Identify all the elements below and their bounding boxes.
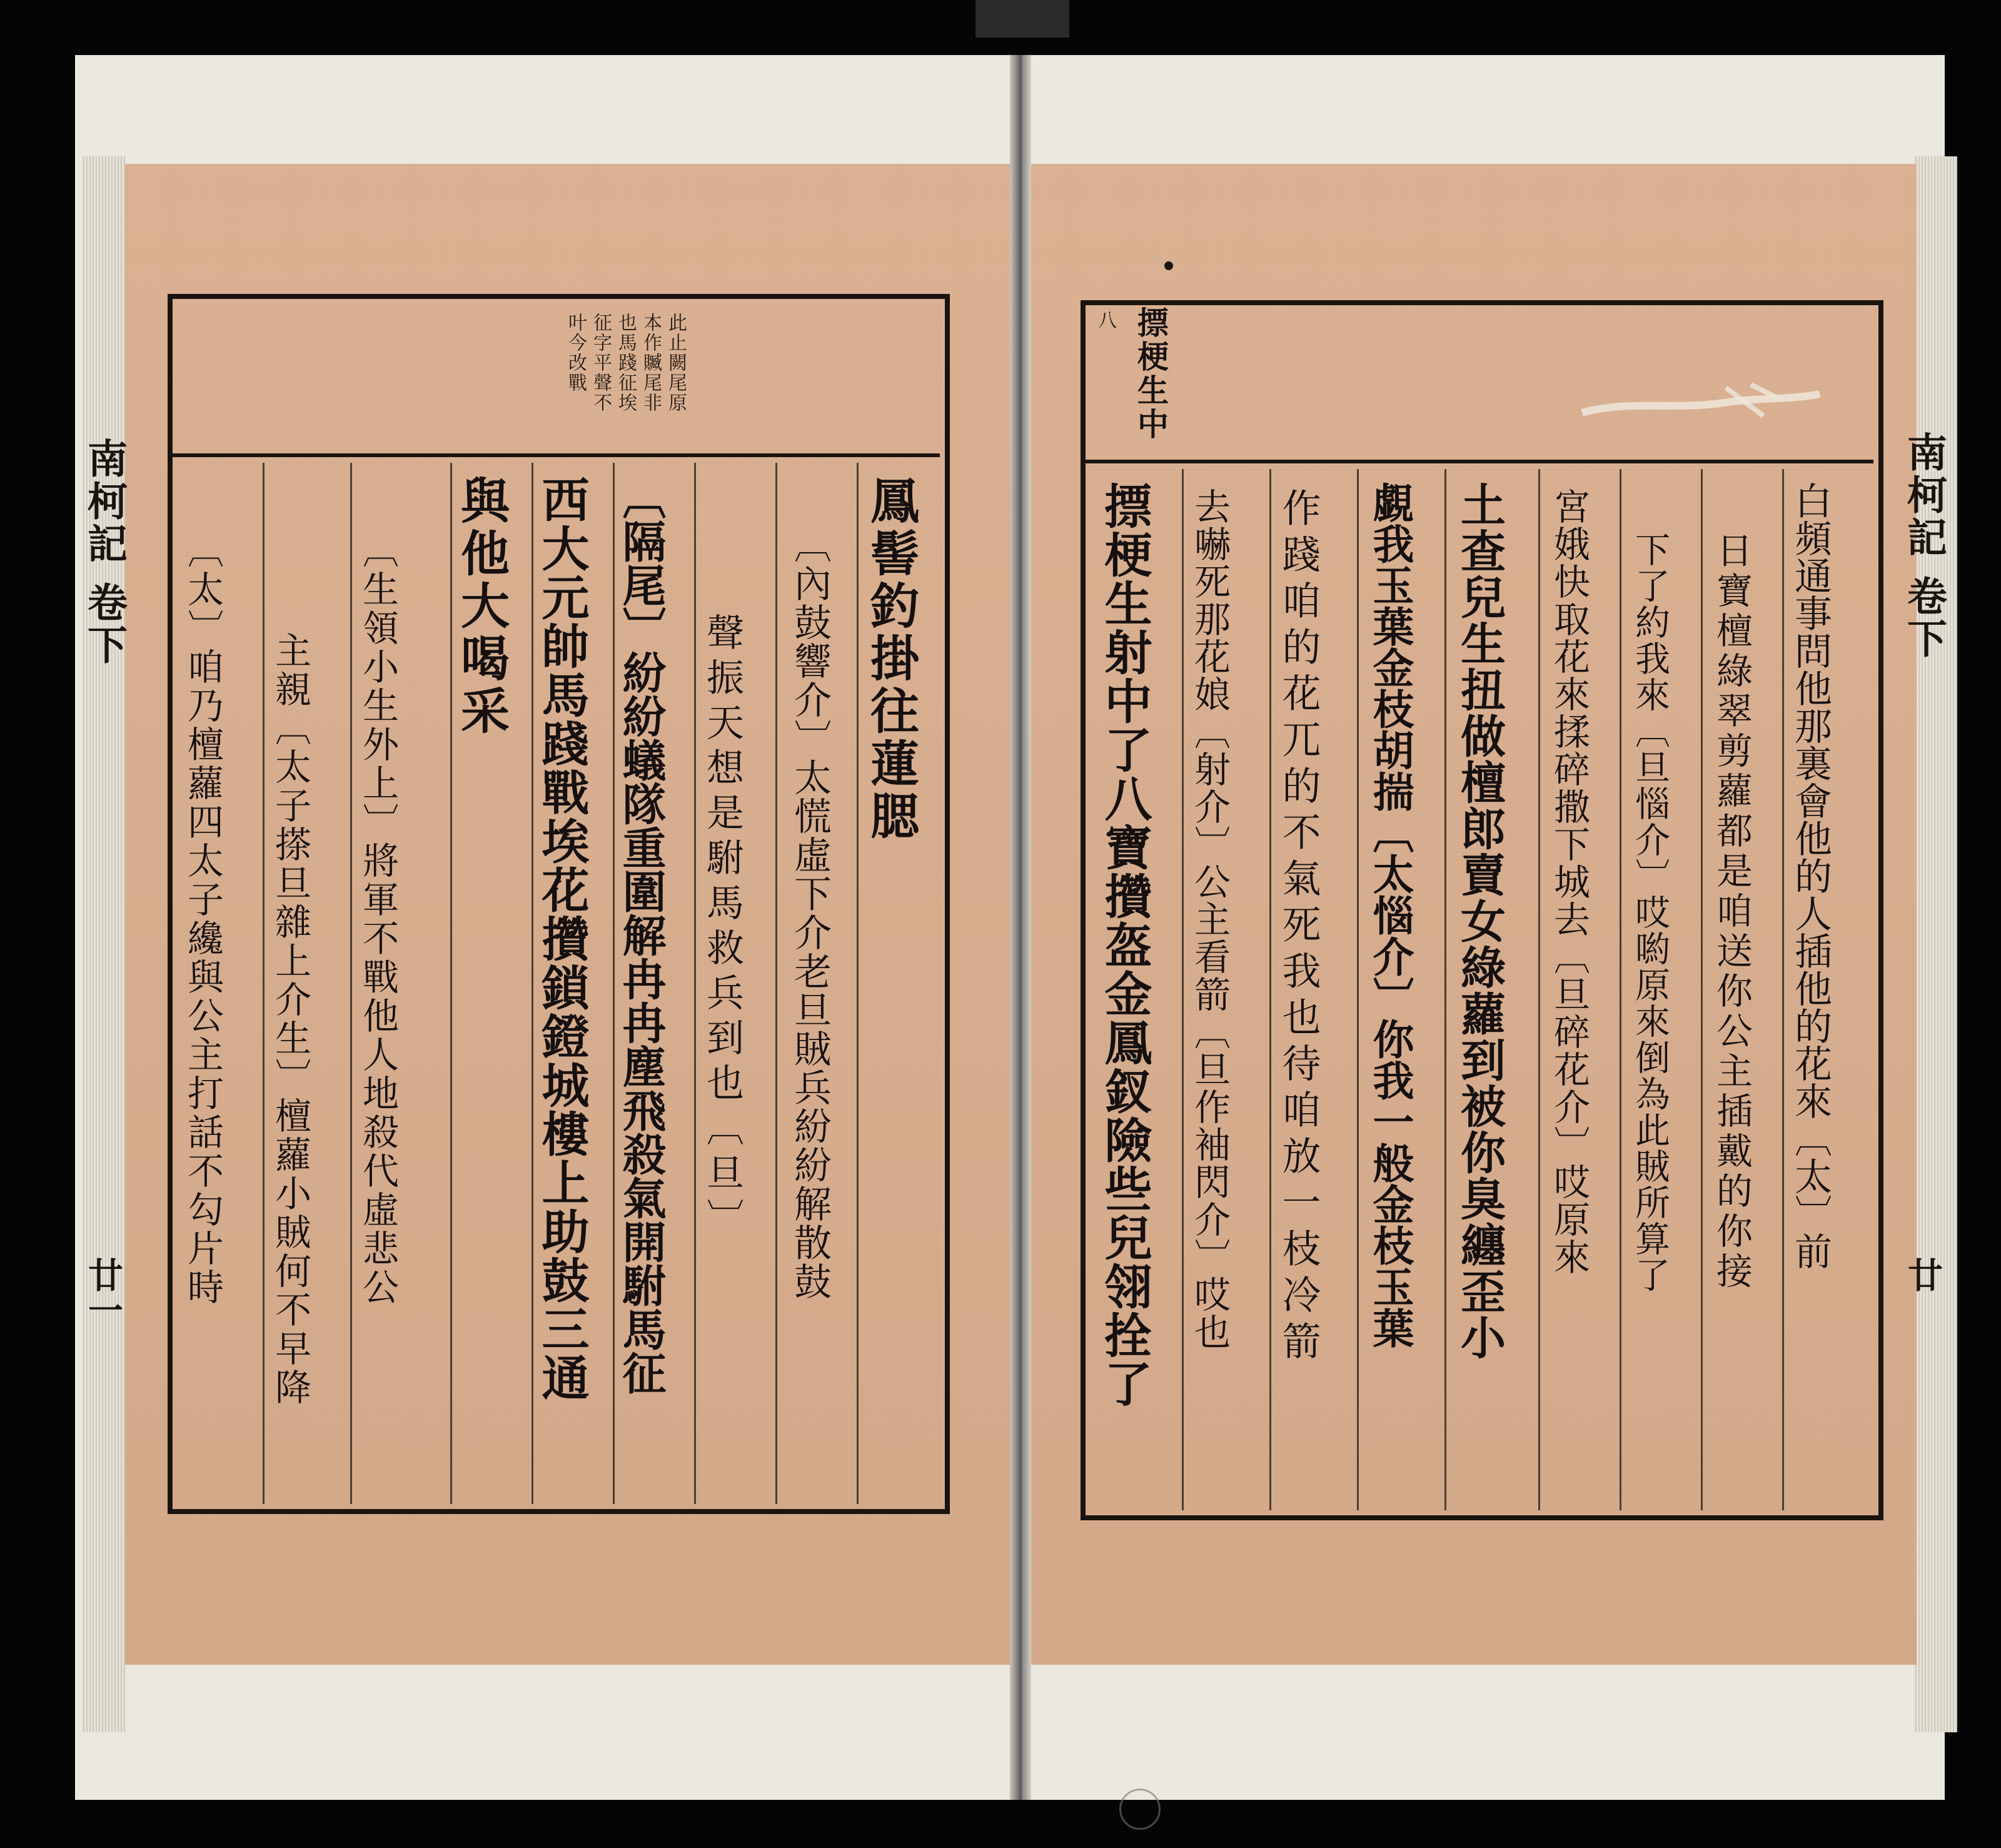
column-rule xyxy=(1620,469,1621,1510)
column-rule xyxy=(857,463,859,1504)
page-edges-right xyxy=(1913,156,1957,1732)
text-column: 〔內鼓響介〕太慌虛下介老旦賊兵紛紛解散鼓 xyxy=(788,525,832,1301)
page-edges-left xyxy=(81,156,125,1732)
text-column: 去嚇死那花娘〔射介〕公主看箭〔旦作袖閃介〕哎也 xyxy=(1188,488,1231,1351)
column-rule xyxy=(1701,469,1703,1510)
text-column: 覷我玉葉金枝胡揣〔太惱介〕你我一般金枝玉葉 xyxy=(1366,482,1414,1348)
right-head-note-line: 摽梗生中 xyxy=(1132,306,1169,442)
text-column: 白頻通事問他那裏會他的人插他的花來〔太〕前 xyxy=(1788,482,1832,1270)
library-stamp-icon xyxy=(1119,1789,1161,1830)
left-margin-label: 南柯記 卷下 xyxy=(81,438,128,667)
left-head-note-line: 本作贓尾非 xyxy=(640,313,662,413)
book-gutter xyxy=(1010,55,1031,1800)
text-column: 西大元帥馬踐戰埃花攢鎖鐙城樓上助鼓三通 xyxy=(534,475,590,1402)
column-rule xyxy=(1269,469,1271,1510)
left-head-note-line: 此止闕尾原 xyxy=(665,313,687,413)
column-rule xyxy=(450,463,452,1504)
column-rule xyxy=(350,463,352,1504)
circle-mark-icon xyxy=(1164,261,1173,270)
right-leaf-number: 廿 xyxy=(1902,1257,1943,1292)
text-column: 主親〔太子搽旦雜上介生〕檀蘿小賊何不早降 xyxy=(269,632,311,1407)
text-column: 與他大喝采 xyxy=(453,475,510,738)
column-rule xyxy=(1782,469,1784,1510)
text-column: 作踐咱的花兀的不氣死我也待咱放一枝冷箭 xyxy=(1276,488,1321,1367)
text-column: 鳳髻釣掛往蓮腮 xyxy=(862,475,919,843)
left-head-note-line: 叶今改戰 xyxy=(565,313,587,393)
text-column: 日寶檀綠翠剪蘿都是咱送你公主插戴的你接 xyxy=(1710,532,1753,1292)
column-rule xyxy=(775,463,777,1504)
text-column: 下了約我來〔旦惱介〕哎喲原來倒為此賊所算了 xyxy=(1630,532,1670,1293)
right-head-note-line: 八 xyxy=(1094,310,1116,330)
text-column: 宮娥快取花來揉碎撒下城去〔旦碎花介〕哎原來 xyxy=(1548,488,1590,1276)
column-rule xyxy=(1357,469,1359,1510)
column-rule xyxy=(263,463,265,1504)
column-rule xyxy=(532,463,533,1504)
left-head-note-line: 征字平聲不 xyxy=(590,313,612,413)
book-top-shadow xyxy=(975,0,1069,38)
text-column: 〔太〕咱乃檀蘿四太子纔與公主打話不勾片時 xyxy=(181,532,224,1307)
text-column: 土查兒生扭做檀郎賣女綠蘿到被你臭纏歪小 xyxy=(1453,482,1506,1361)
column-rule xyxy=(613,463,615,1504)
left-head-note-line: 也馬踐征埃 xyxy=(615,313,637,413)
column-rule xyxy=(1538,469,1540,1510)
text-column: 摽梗生射中了八寶攢盔金鳳釵險些兒翎拴了 xyxy=(1097,482,1152,1408)
left-head-box xyxy=(168,294,940,457)
column-rule xyxy=(1182,469,1184,1510)
column-rule xyxy=(694,463,696,1504)
ink-smear-icon xyxy=(1576,375,1826,432)
text-column: 〔生領小生外上〕將軍不戰他人地殺代虛悲公 xyxy=(356,532,399,1307)
text-column: 聲振天想是駙馬救兵到也〔旦〕 xyxy=(700,613,744,1243)
text-column: 〔隔尾〕紛紛蟻隊重圍解冉冉塵飛殺氣開駙馬征 xyxy=(615,475,667,1395)
left-leaf-number: 廿一 xyxy=(83,1257,124,1327)
column-rule xyxy=(1444,469,1446,1510)
right-margin-label: 南柯記 卷下 xyxy=(1900,432,1947,661)
